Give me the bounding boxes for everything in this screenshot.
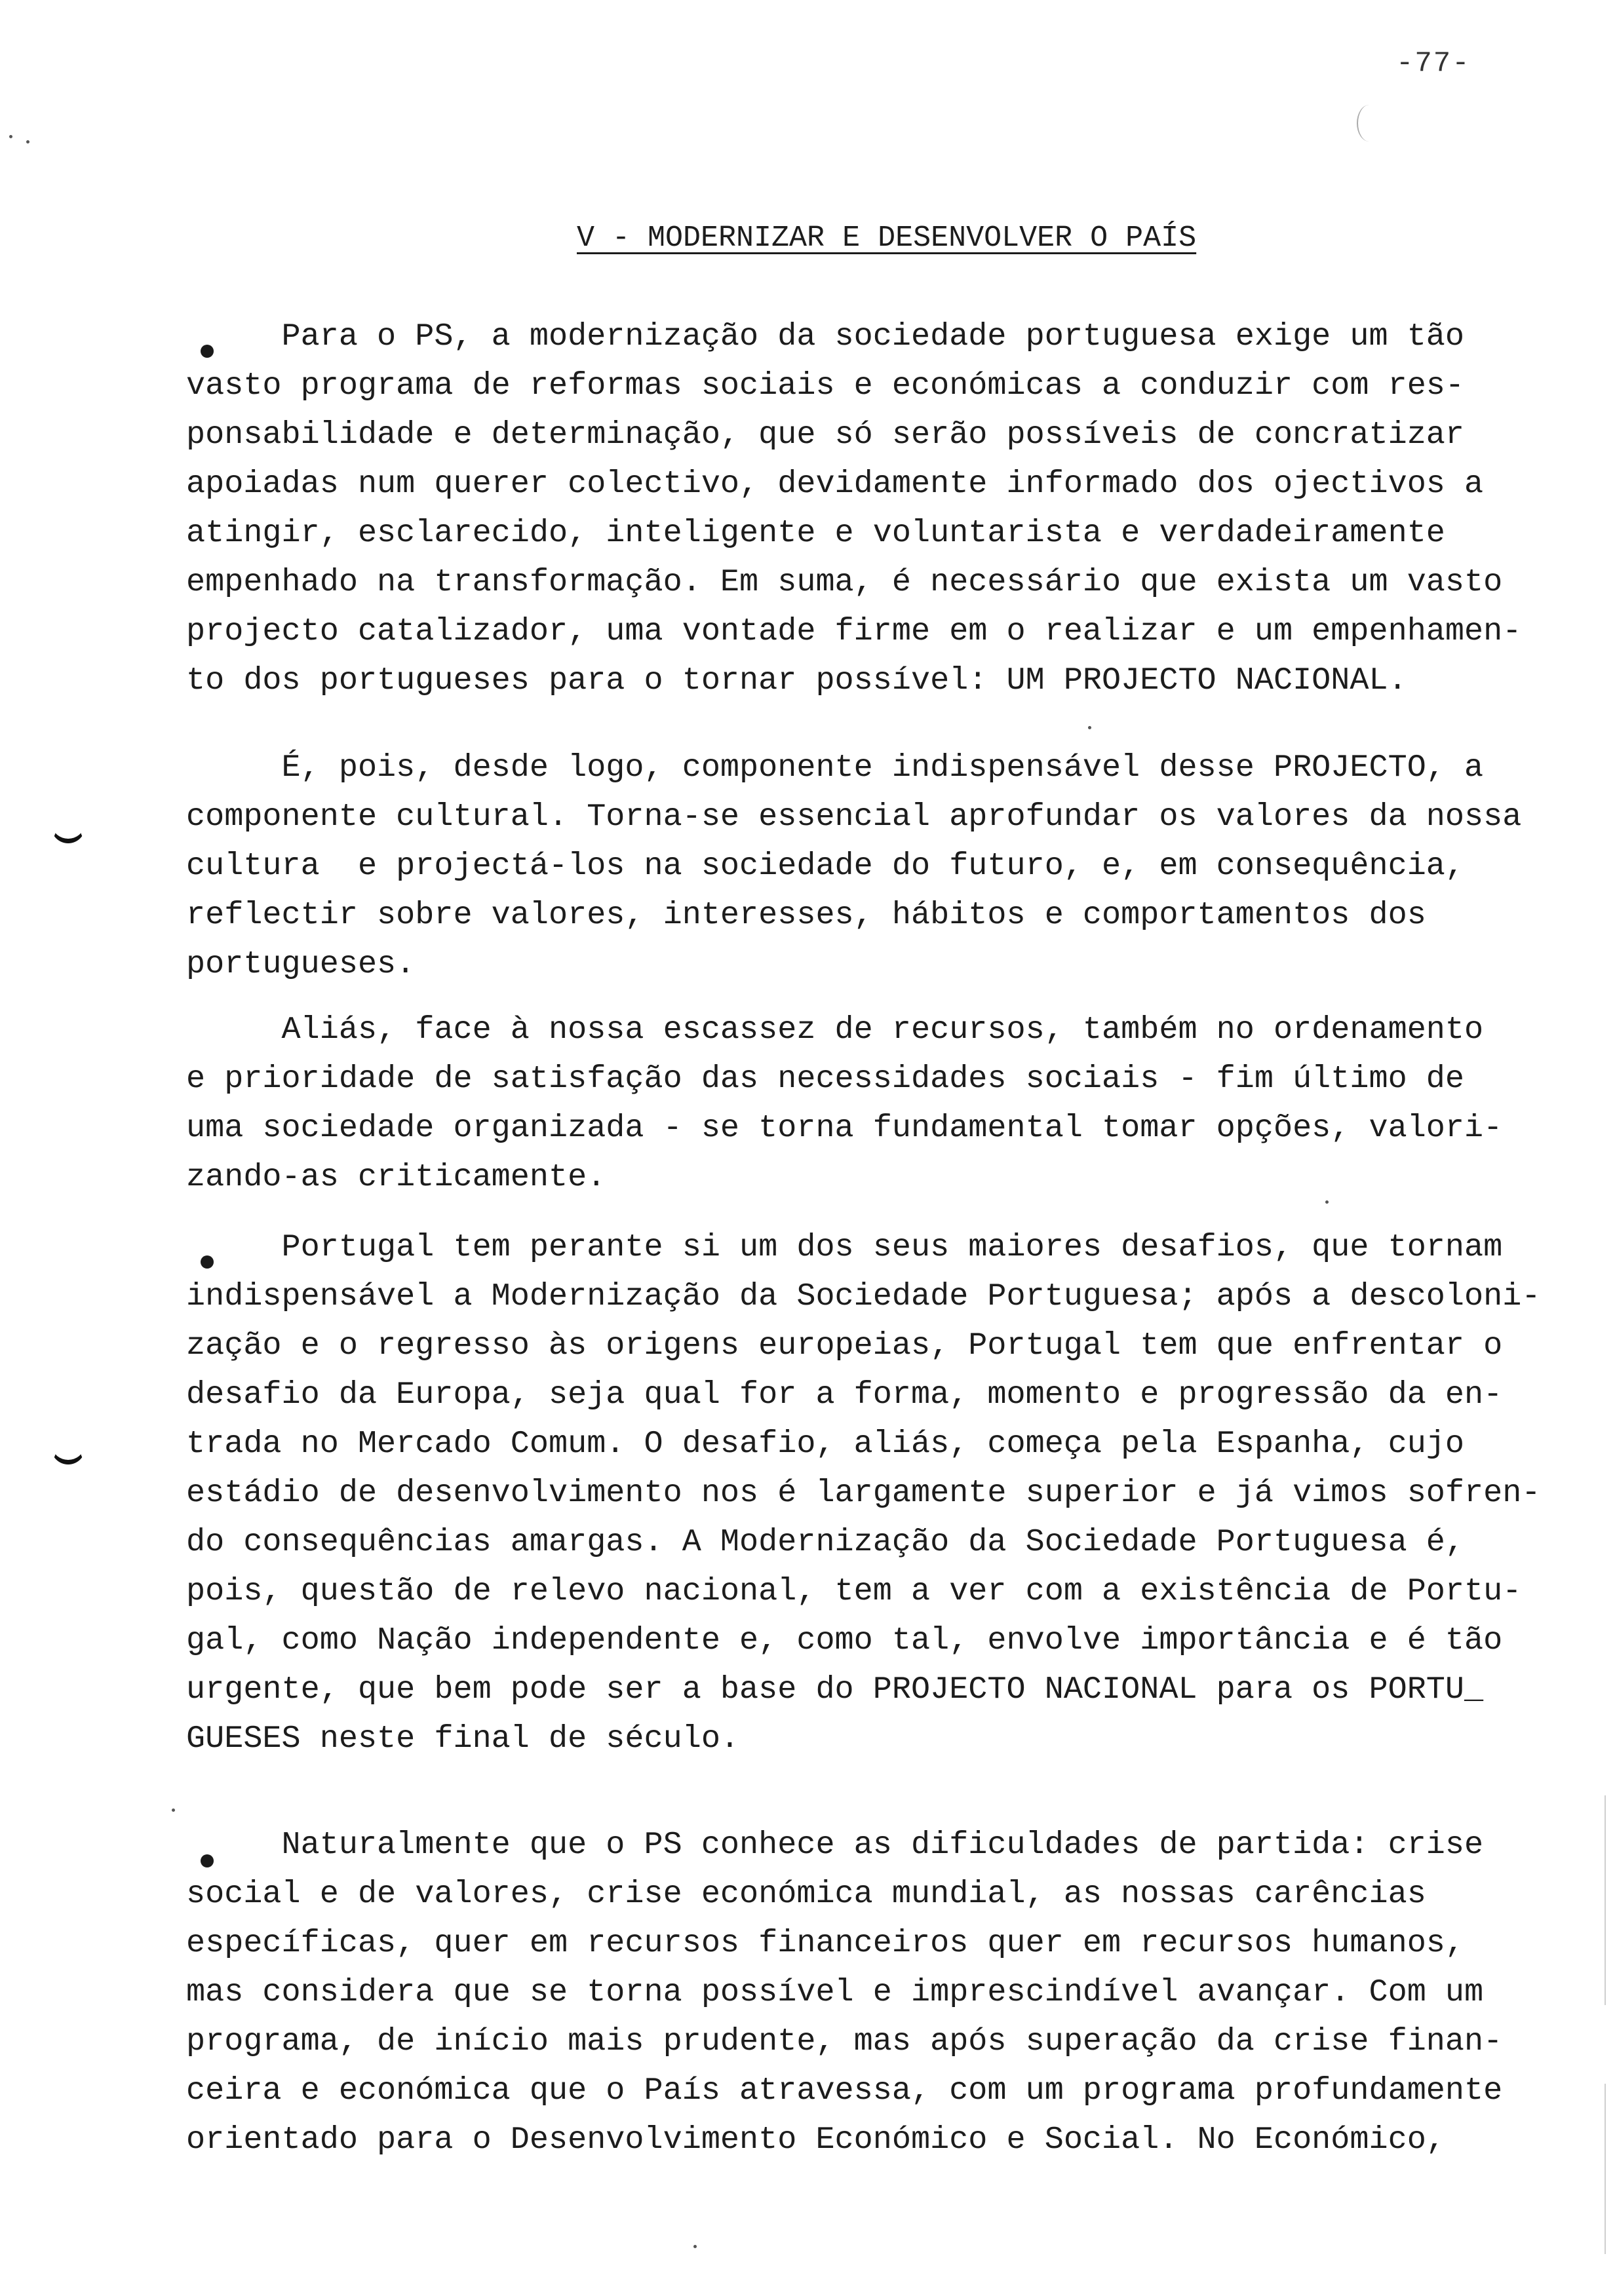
margin-mark — [51, 1440, 85, 1464]
text-line: social e de valores, crise económica mundial, as nossas carências — [186, 1876, 1426, 1912]
text-line: e prioridade de satisfação das necessidades sociais - fim último de — [186, 1061, 1465, 1097]
text-line: GUESES neste final de século. — [186, 1721, 740, 1757]
scan-speck — [693, 2245, 697, 2248]
text-line: Para o PS, a modernização da sociedade portuguesa exige um tão — [186, 318, 1465, 354]
scan-edge-line — [1605, 2084, 1606, 2254]
text-line: empenhado na transformação. Em suma, é necessário que exista um vasto — [186, 564, 1503, 600]
page-number: -77- — [1396, 47, 1471, 80]
margin-mark — [51, 819, 85, 843]
section-title: V - MODERNIZAR E DESENVOLVER O PAÍS — [577, 221, 1197, 255]
text-line: ponsabilidade e determinação, que só serão possíveis de concratizar — [186, 417, 1465, 453]
text-line: componente cultural. Torna-se essencial aprofundar os valores da nossa — [186, 799, 1522, 835]
scan-speck — [172, 1808, 175, 1812]
text-line: Naturalmente que o PS conhece as dificuldades de partida: crise — [186, 1827, 1484, 1863]
text-line: apoiadas num querer colectivo, devidamente informado dos ojectivos a — [186, 466, 1484, 502]
scan-speck — [1325, 1200, 1329, 1204]
text-line: específicas, quer em recursos financeiros quer em recursos humanos, — [186, 1925, 1465, 1961]
text-line: orientado para o Desenvolvimento Económico e Social. No Económico, — [186, 2122, 1445, 2158]
paragraph — [186, 1223, 1589, 1763]
text-line: estádio de desenvolvimento nos é largamente superior e já vimos sofren- — [186, 1475, 1541, 1511]
paragraph — [186, 1820, 1589, 2164]
text-line: trada no Mercado Comum. O desafio, aliás, começa pela Espanha, cujo — [186, 1426, 1465, 1462]
text-line: atingir, esclarecido, inteligente e voluntarista e verdadeiramente — [186, 515, 1445, 551]
text-line: desafio da Europa, seja qual for a forma, momento e progressão da en- — [186, 1377, 1503, 1413]
text-line: portugueses. — [186, 946, 416, 982]
scan-speck — [1088, 726, 1091, 729]
text-line: programa, de início mais prudente, mas após superação da crise finan- — [186, 2023, 1503, 2059]
text-line: cultura e projectá-los na sociedade do futuro, e, em consequência, — [186, 848, 1465, 884]
text-line: mas considera que se torna possível e imprescindível avançar. Com um — [186, 1974, 1484, 2010]
text-line: indispensável a Modernização da Sociedade Portuguesa; após a descoloni- — [186, 1278, 1541, 1314]
faint-scan-mark — [1357, 105, 1382, 142]
text-line: zando-as criticamente. — [186, 1159, 606, 1195]
scan-speck — [9, 135, 12, 138]
paragraph — [186, 312, 1589, 705]
text-line: zação e o regresso às origens europeias, Portugal tem que enfrentar o — [186, 1328, 1503, 1364]
text-line: Portugal tem perante si um dos seus maiores desafios, que tornam — [186, 1229, 1503, 1265]
paragraph — [186, 743, 1589, 989]
text-line: É, pois, desde logo, componente indispensável desse PROJECTO, a — [186, 750, 1484, 786]
scan-edge-line — [1605, 1795, 1606, 2005]
text-line: ceira e económica que o País atravessa, com um programa profundamente — [186, 2073, 1503, 2109]
paragraph — [186, 1005, 1589, 1202]
text-line: gal, como Nação independente e, como tal, envolve importância e é tão — [186, 1622, 1503, 1658]
text-line: pois, questão de relevo nacional, tem a ver com a existência de Portu- — [186, 1573, 1522, 1609]
text-line: Aliás, face à nossa escassez de recursos, também no ordenamento — [186, 1012, 1484, 1048]
text-line: urgente, que bem pode ser a base do PROJECTO NACIONAL para os PORTU_ — [186, 1672, 1484, 1708]
text-line: do consequências amargas. A Modernização da Sociedade Portuguesa é, — [186, 1524, 1465, 1560]
text-line: to dos portugueses para o tornar possível: UM PROJECTO NACIONAL. — [186, 662, 1407, 698]
text-line: uma sociedade organizada - se torna fundamental tomar opções, valori- — [186, 1110, 1503, 1146]
text-line: projecto catalizador, uma vontade firme em o realizar e um empenhamen- — [186, 613, 1522, 649]
text-line: reflectir sobre valores, interesses, hábitos e comportamentos dos — [186, 897, 1426, 933]
text-line: vasto programa de reformas sociais e económicas a conduzir com res- — [186, 368, 1465, 404]
scan-speck — [26, 140, 29, 144]
